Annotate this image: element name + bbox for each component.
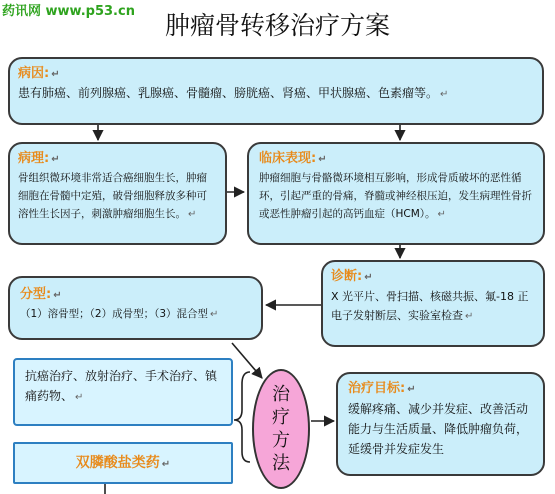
paragraph-mark-icon: ↵: [161, 459, 171, 470]
diagnosis-heading: 诊断:: [331, 269, 363, 284]
therapies-text: 抗癌治疗、放射治疗、手术治疗、镇痛药物、: [25, 369, 218, 403]
pathology-text: 骨组织微环境非常适合癌细胞生长，肿瘤细胞在骨髓中定殖，破骨细胞释放多种可溶性生长因子，刺激肿瘤细胞生长。: [18, 172, 207, 220]
therapies-box: [13, 358, 233, 426]
paragraph-mark-icon: ↵: [364, 272, 373, 283]
pathology-heading: 病理:: [18, 151, 50, 166]
paragraph-mark-icon: ↵: [210, 309, 219, 320]
center-char: 方: [272, 430, 290, 451]
types-text: （1）溶骨型；（2）成骨型；（3）混合型: [20, 308, 209, 320]
diagnosis-box: [321, 260, 545, 347]
paragraph-mark-icon: ↵: [440, 89, 449, 100]
goals-text: 缓解疼痛、减少并发症、改善活动能力与生活质量、降低肿瘤负荷，延缓骨并发症发生: [348, 402, 529, 456]
center-char: 疗: [272, 407, 290, 428]
drug-box: [13, 442, 233, 484]
etiology-heading: 病因:: [18, 66, 50, 81]
page-title: 肿瘤骨转移治疗方案: [164, 11, 390, 40]
paragraph-mark-icon: ↵: [407, 384, 416, 395]
etiology-box: [8, 57, 544, 125]
goals-heading: 治疗目标:: [348, 381, 406, 396]
center-char: 治: [272, 384, 290, 405]
treatment-method-oval: [252, 369, 310, 489]
types-box: [8, 276, 263, 340]
drug-label: 双膦酸盐类药: [75, 455, 160, 471]
clinical-box: [247, 142, 545, 245]
paragraph-mark-icon: ↵: [318, 154, 327, 165]
watermark: 药讯网 www.p53.cn: [2, 4, 135, 19]
paragraph-mark-icon: ↵: [465, 311, 474, 322]
brace-left: [234, 372, 250, 462]
goals-box: [336, 372, 545, 476]
types-heading: 分型:: [20, 287, 52, 302]
paragraph-mark-icon: ↵: [437, 209, 446, 220]
paragraph-mark-icon: ↵: [75, 392, 84, 403]
paragraph-mark-icon: ↵: [51, 69, 60, 80]
paragraph-mark-icon: ↵: [51, 154, 60, 165]
clinical-text: 肿瘤细胞与骨骼微环境相互影响，形成骨质破坏的恶性循环，引起严重的骨痛，脊髓或神经根压迫，发生病理性骨折或恶性肿瘤引起的高钙血症（HCM）。: [259, 172, 532, 220]
diagnosis-text: X 光平片、骨扫描、核磁共振、氟-18 正电子发射断层、实验室检查: [331, 290, 529, 322]
pathology-box: [8, 142, 227, 245]
center-char: 法: [272, 453, 290, 474]
clinical-heading: 临床表现:: [259, 151, 317, 166]
paragraph-mark-icon: ↵: [53, 290, 62, 301]
etiology-text: 患有肺癌、前列腺癌、乳腺癌、骨髓瘤、膀胱癌、肾癌、甲状腺癌、色素瘤等。: [18, 86, 439, 100]
paragraph-mark-icon: ↵: [188, 209, 197, 220]
